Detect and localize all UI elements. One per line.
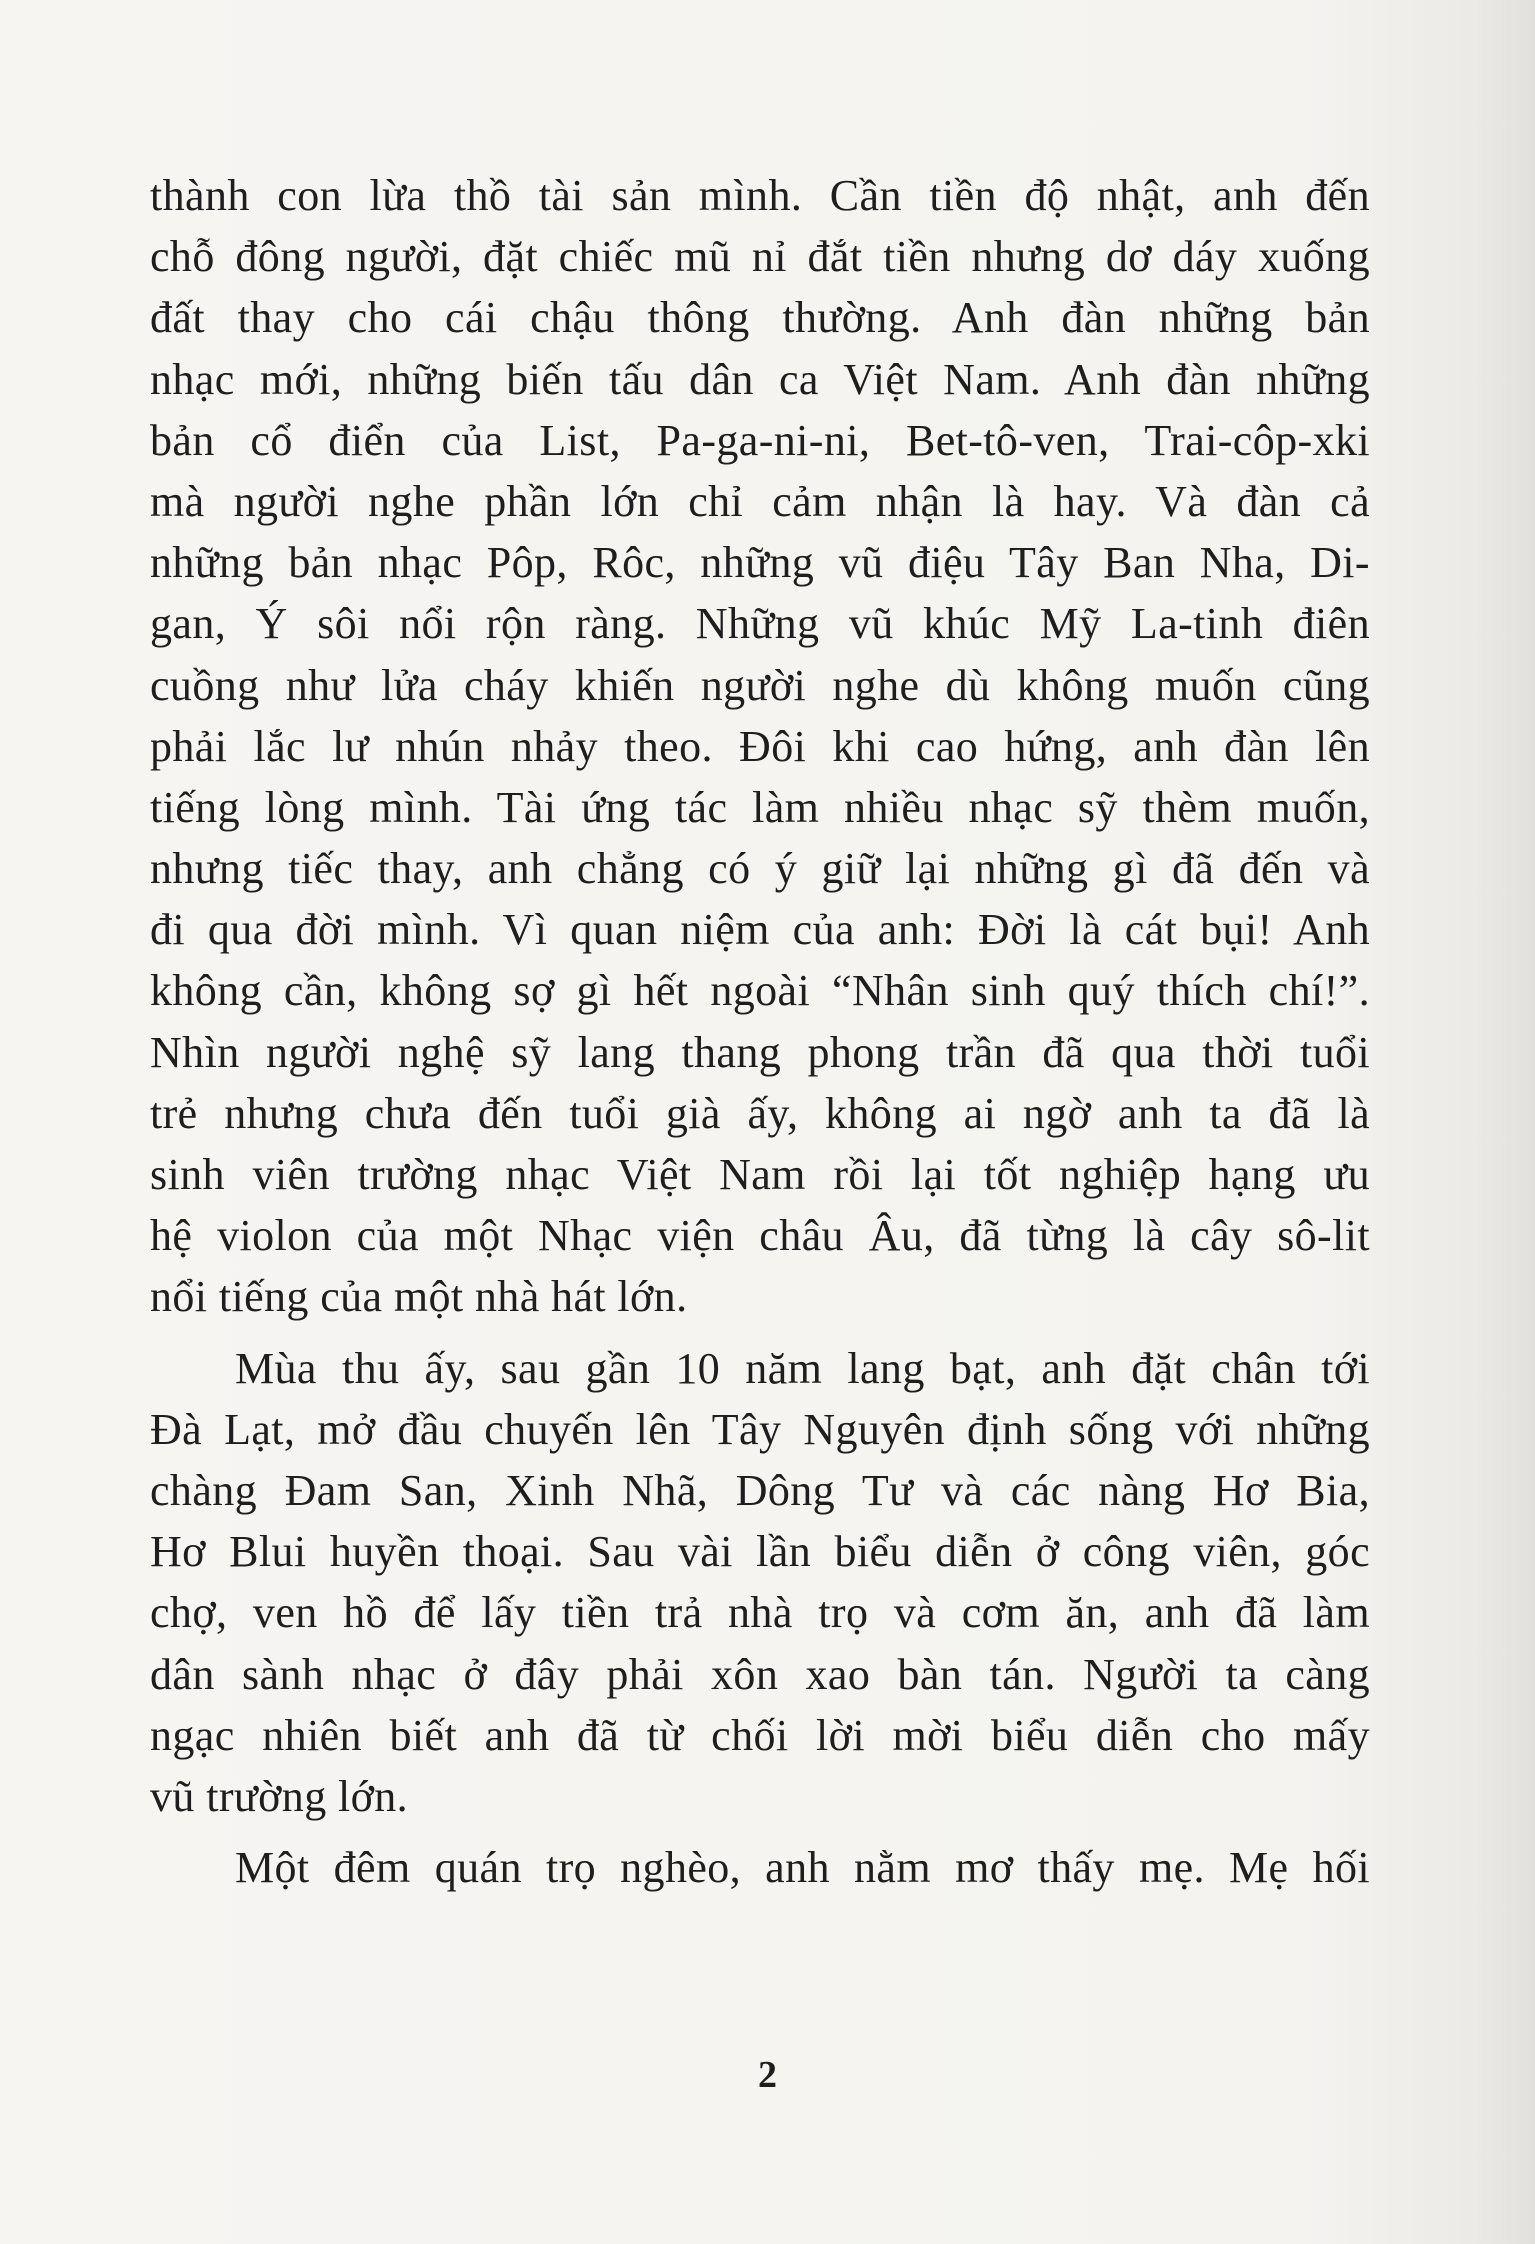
text-line: hệ violon của một Nhạc viện châu Âu, đã từng là cây sô-lit (150, 1211, 1370, 1261)
paragraph-gap (150, 1827, 1370, 1837)
text-line: gan, Ý sôi nổi rộn ràng. Những vũ khúc Mỹ La-tinh điên (150, 599, 1370, 649)
text-line: vũ trường lớn. (150, 1771, 409, 1821)
paragraph (150, 1837, 1370, 1898)
text-line: sinh viên trường nhạc Việt Nam rồi lại tốt nghiệp hạng ưu (150, 1150, 1370, 1199)
text-line: mà người nghe phần lớn chỉ cảm nhận là hay. Và đàn cả (150, 476, 1370, 526)
text-line: Mùa thu ấy, sau gần 10 năm lang bạt, anh đặt chân tới (235, 1343, 1370, 1393)
text-line: phải lắc lư nhún nhảy theo. Đôi khi cao hứng, anh đàn lên (150, 721, 1370, 771)
text-line: đất thay cho cái chậu thông thường. Anh đàn những bản (150, 293, 1370, 343)
text-line: ngạc nhiên biết anh đã từ chối lời mời biểu diễn cho mấy (150, 1710, 1370, 1760)
text-line: chợ, ven hồ để lấy tiền trả nhà trọ và cơm ăn, anh đã làm (150, 1588, 1370, 1638)
text-line: chàng Đam San, Xinh Nhã, Dông Tư và các nàng Hơ Bia, (150, 1465, 1370, 1515)
text-line: trẻ nhưng chưa đến tuổi già ấy, không ai ngờ anh ta đã là (150, 1088, 1370, 1138)
text-line: bản cổ điển của List, Pa-ga-ni-ni, Bet-tô-ven, Trai-côp-xki (150, 415, 1370, 465)
text-line: đi qua đời mình. Vì quan niệm của anh: Đời là cát bụi! Anh (150, 905, 1370, 955)
text-line: nhạc mới, những biến tấu dân ca Việt Nam. Anh đàn những (150, 354, 1370, 404)
text-line: thành con lừa thồ tài sản mình. Cần tiền độ nhật, anh đến (150, 171, 1370, 220)
text-line: không cần, không sợ gì hết ngoài “Nhân sinh quý thích chí!”. (150, 966, 1370, 1016)
text-line: tiếng lòng mình. Tài ứng tác làm nhiều nhạc sỹ thèm muốn, (150, 782, 1370, 832)
text-line: Hơ Blui huyền thoại. Sau vài lần biểu diễn ở công viên, góc (150, 1527, 1370, 1577)
page-number: 2 (758, 2054, 777, 2096)
paragraph-gap (150, 1328, 1370, 1338)
text-line: dân sành nhạc ở đây phải xôn xao bàn tán. Người ta càng (150, 1649, 1370, 1699)
text-line: Nhìn người nghệ sỹ lang thang phong trần đã qua thời tuổi (150, 1027, 1370, 1077)
paragraph (150, 1338, 1370, 1828)
text-line: Đà Lạt, mở đầu chuyến lên Tây Nguyên định sống với những (150, 1404, 1370, 1454)
text-line: Một đêm quán trọ nghèo, anh nằm mơ thấy mẹ. Mẹ hối (235, 1843, 1370, 1893)
text-line: chỗ đông người, đặt chiếc mũ nỉ đắt tiền nhưng dơ dáy xuống (150, 232, 1370, 282)
body-text (150, 165, 1370, 1898)
text-line: nổi tiếng của một nhà hát lớn. (150, 1272, 688, 1322)
text-line: cuồng như lửa cháy khiến người nghe dù không muốn cũng (150, 660, 1370, 710)
text-line: những bản nhạc Pôp, Rôc, những vũ điệu Tây Ban Nha, Di- (150, 538, 1370, 588)
text-line: nhưng tiếc thay, anh chẳng có ý giữ lại những gì đã đến và (150, 844, 1370, 894)
paragraph (150, 165, 1370, 1328)
